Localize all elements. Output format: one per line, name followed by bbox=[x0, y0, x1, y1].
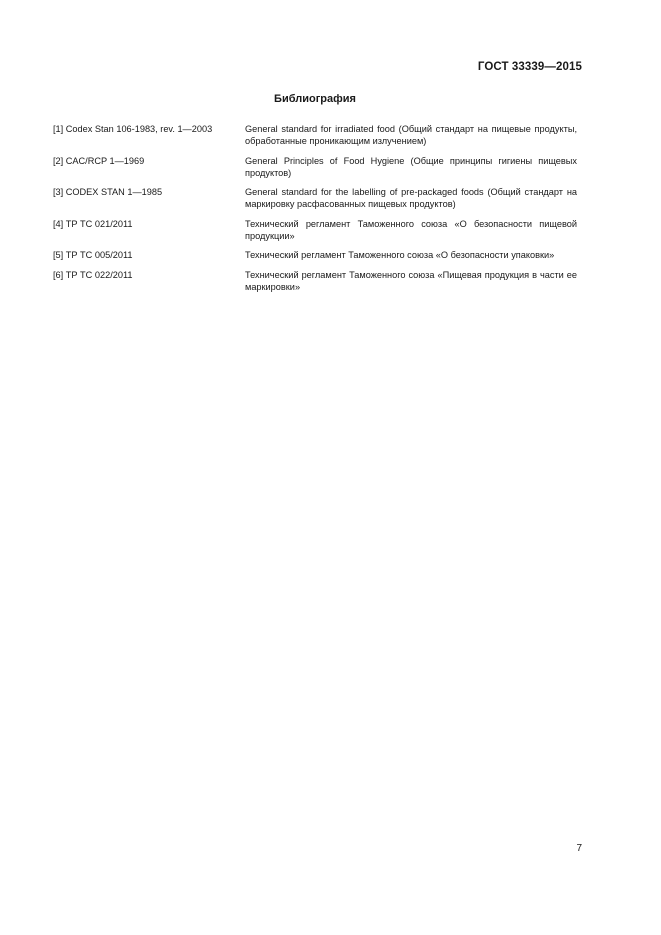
bibliography-reference: [5] ТР ТС 005/2011 bbox=[53, 250, 133, 260]
bibliography-title: Технический регламент Таможенного союза «О безопасности пищевой продукции» bbox=[245, 218, 577, 241]
bibliography-title: Технический регламент Таможенного союза «Пищевая продукция в части ее маркировки» bbox=[245, 269, 577, 292]
bibliography-entry bbox=[53, 249, 577, 261]
document-id: ГОСТ 33339—2015 bbox=[477, 61, 582, 73]
bibliography-list bbox=[53, 123, 577, 300]
section-title: Библиография bbox=[274, 93, 356, 105]
bibliography-title: General standard for the labelling of pre-packaged foods (Общий стандарт на маркировку расфасованных пищевых продуктов) bbox=[245, 187, 577, 209]
bibliography-entry bbox=[53, 218, 577, 242]
bibliography-title: General standard for irradiated food (Общий стандарт на пищевые продукты, обработанные проникающим излучением) bbox=[245, 124, 577, 146]
bibliography-reference: [2] CAC/RCP 1—1969 bbox=[53, 155, 145, 166]
bibliography-reference: [4] ТР ТС 021/2011 bbox=[53, 218, 133, 229]
bibliography-entry bbox=[53, 123, 577, 147]
page-number: 7 bbox=[576, 843, 582, 854]
bibliography-reference: [6] ТР ТС 022/2011 bbox=[53, 269, 133, 280]
bibliography-title: General Principles of Food Hygiene (Общие принципы гигиены пищевых продуктов) bbox=[245, 155, 577, 178]
bibliography-entry bbox=[53, 269, 577, 293]
bibliography-entry bbox=[53, 155, 577, 179]
bibliography-entry bbox=[53, 186, 577, 210]
bibliography-reference: [3] CODEX STAN 1—1985 bbox=[53, 187, 163, 197]
bibliography-title: Технический регламент Таможенного союза «О безопасности упаковки» bbox=[245, 250, 555, 260]
bibliography-reference: [1] Codex Stan 106-1983, rev. 1—2003 bbox=[53, 124, 213, 134]
